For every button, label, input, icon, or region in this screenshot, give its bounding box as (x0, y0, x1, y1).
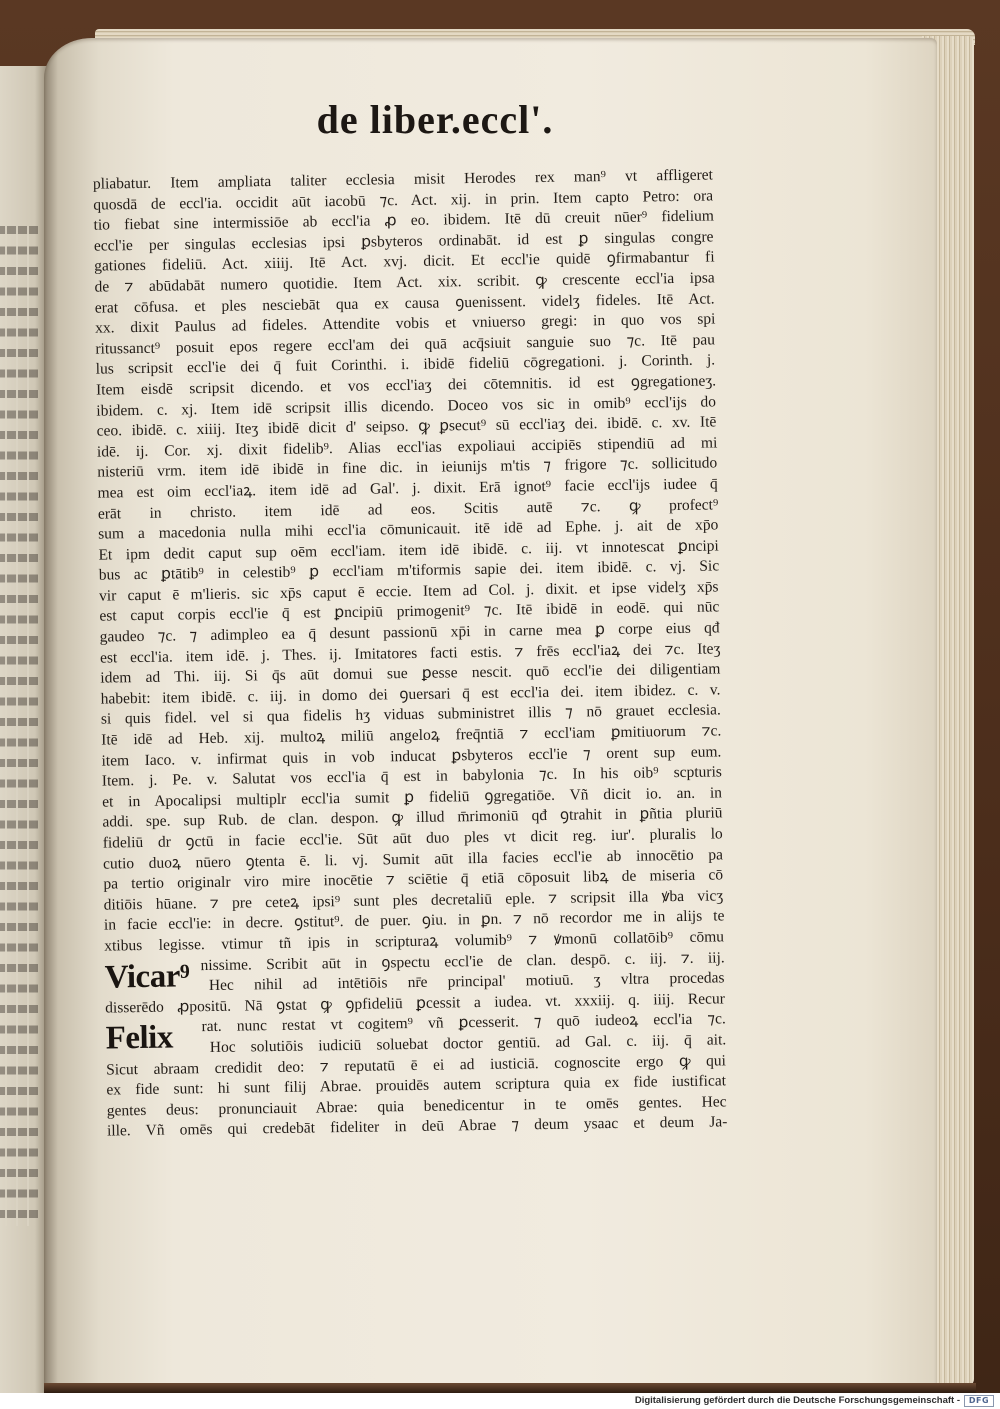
text-line: est caput corpis eccl'ie q̄ est ꝑncipiū primogenit⁹ ⁊c. Itē ibidē in eodē. qui nūc (99, 598, 720, 626)
speaker-label-vicarius: Vicar⁹ (104, 957, 190, 996)
text-section-3 (106, 1051, 727, 1143)
facing-page-edge (0, 66, 50, 1393)
text-line: de ⁊ abūdabāt numero quotidie. Item Act. xix. scribit. ꝙ crescente eccl'ia ipsa (94, 269, 715, 296)
text-line: Hec nihil ad intētiōis nr̄e principal' motiuū. ʒ vltra procedas (208, 969, 725, 995)
text-line: et in Apocalipsi multiplr eccl'ia sumit ꝑ fideliū ꝯgregatiōe. Vñ dicit io. an. in (102, 784, 723, 811)
speaker-lines-vicarius (200, 948, 725, 997)
text-line: ex fide sunt: hi sunt filij Abrae. prouidēs autem scriptura quia ex fide iustificat (106, 1072, 727, 1099)
facing-page-text-fragments (0, 226, 38, 1226)
text-line: ritussanct⁹ posuit epos regere eccl'am dei quā acq̄siuit sanguie suo ⁊c. Itē pau (95, 331, 716, 358)
main-text-block (93, 165, 727, 1142)
text-line: in facie eccl'ie: in decre. ꝯstitut⁹. de puer. ꝯiu. in ꝑn. ⁊ nō recordor me in alijs te (103, 907, 725, 934)
text-line: Hoc solutiōis iudiciū soluebat doctor gentiū. ad Gal. c. iij. q̄ ait. (209, 1031, 727, 1056)
funding-credit: Digitalisierung gefördert durch die Deutsche Forschungsgemeinschaft - (634, 1395, 960, 1406)
text-line: erāt in christo. item idē ad eos. Scitis autē ⁊c. ꝙ profect⁹ (97, 495, 719, 523)
text-line: nisteriū vrm. item idē ibidē in fine dic. in ieiunijs m'tis ⁊ frigore ⁊c. sollicitudo (97, 454, 718, 481)
text-line: habebit: item ibidē. c. iij. in domo dei ꝯuersari q̄ est eccl'ia dei. item ibidez. c. v. (100, 681, 721, 708)
text-line: gationes fideliū. Act. xiiij. Itē Act. xvj. dicit. Et eccl'ie quidē ꝯfirmabantur fi (94, 248, 715, 276)
text-line: Et ipm dedit caput sup oēm eccl'iam. item idē ibidē. c. iij. vt innotescat ꝑncipi (98, 537, 719, 564)
text-line: disserēdo ꝓpositū. Nā ꝯstat ꝙ ꝯpfideliū ꝑcessit a iudea. vt. xxxiij. q. iiij. Recur (105, 990, 725, 1017)
text-line: idē. ij. Cor. xj. dixit fidelib⁹. Alias eccl'ias expoliaui accipiēs stipendiū ad mi (96, 434, 718, 461)
text-line: ille. Vñ omēs qui credebāt fideliter in deū Abrae ⁊ deum ysaac et deum Ja- (106, 1113, 728, 1140)
text-line: item Iaco. v. infirmat quis in vob inducat ꝑsbyteros eccl'ie ⁊ orent sup eum. (101, 743, 722, 770)
text-line: lus scripsit eccl'ie dei q̄ fuit Corinthi. i. ibidē fideliū cōgregationi. j. Corinth. j. (95, 351, 716, 378)
text-line: gaudeo ⁊c. ⁊ adimpleo ea q̄ desunt passionū xp̄i in carne mea ꝑ corpe eius qđ (99, 619, 720, 646)
text-line: Item eisdē scripsit dicendo. et vos eccl'iaʒ dei cōtemnitis. id est ꝯgregationeʒ. (95, 372, 717, 399)
text-line: idem ad Thi. iij. Si q̄s aūt domui sue ꝑesse nescit. quō eccl'ie dei diligentiam (100, 660, 721, 687)
speaker-lines-felix (201, 1010, 726, 1059)
text-line: Sicut abraam credidit deo: ⁊ reputatū ē ei ad iusticiā. cognoscite ergo ꝙ qui (106, 1051, 727, 1079)
text-line: bus ac ꝑtātib⁹ in celestib⁹ ꝑ eccl'iam m'tiformis sapie dei. item ibidē. c. vj. Sic (98, 557, 720, 584)
text-line: rat. nunc restat vt cogitem⁹ vñ ꝑcesserit. ⁊ quō iudeoꝝ eccl'ia ⁊c. (201, 1010, 726, 1036)
text-line: xx. dixit Paulus ad fideles. Attendite vobis et vniuerso gregi: in quo vos spi (95, 310, 716, 337)
text-line: nissime. Scribit aūt in ꝯspectu eccl'ie de clan. despō. c. iij. ⁊. iij. (200, 948, 725, 974)
text-line: est eccl'ia. item idē. j. Thes. ij. Imitatores facti estis. ⁊ frēs eccl'iaꝝ dei ⁊c. Iteʒ (99, 640, 721, 667)
digitization-footer (0, 1393, 1000, 1409)
text-line: Itē idē ad Heb. xij. multoꝝ miliū angeloꝝ freq̄ntiā ⁊ eccl'iam ꝑmitiuorum ⁊c. (101, 722, 722, 749)
text-line: ceo. ibidē. c. xiiij. Iteʒ ibidē dicit d' seipso. ꝙ ꝑsecut⁹ sū eccl'iaʒ dei. ibidē. c. xv. Itē (96, 413, 717, 440)
text-line: gentes deus: pronunciauit Abrae: quia benedicentur in te omēs gentes. Hec (106, 1093, 727, 1120)
text-line: Item. j. Pe. v. Salutat vos eccl'ia q̄ est in babylonia ⁊c. In his oib⁹ scpturis (101, 763, 722, 790)
speaker-label-felix: Felix (105, 1019, 174, 1057)
running-title: de liber.eccl'. (316, 97, 554, 142)
text-line: si quis fidel. vel si qua fidelis hʒ viduas subministret illis ⁊ nō grauet ecclesia. (100, 701, 722, 729)
text-line: vir caput ē m'lieris. sic xp̄s caput ē eccie. Item ad Col. j. dixit. et ipse videlʒ xp̄s (98, 578, 719, 605)
text-line: eccl'ie per singulas ecclesias ipsi ꝑsbyteros ordinabāt. id est ꝑ singulas congre (93, 228, 714, 255)
text-line: ibidem. c. xj. Item idē scripsit illis dicendo. Doceo vos sic in omib⁹ eccl'ijs do (96, 392, 717, 420)
text-line: tio fiebat sine intermissiōe ab eccl'ia ꝓ eo. ibidem. Itē dū creuit nūer⁹ fidelium (93, 207, 715, 234)
text-line: mea est oim eccl'iaꝝ. item idē ad Gal'. j. dixit. Erā ignot⁹ facie eccl'ijs iudee q̄ (97, 475, 718, 502)
text-line: erat cōfusa. et ples nesciebāt qua ex causa ꝯuenissent. videlʒ fideles. Itē Act. (94, 290, 715, 317)
text-line: ditiōis hūane. ⁊ pre ceteꝝ ipsi⁹ sunt ples decretaliū eple. ⁊ scripsit illa ꝟba vicʒ (103, 887, 724, 914)
text-line: pa tertio originalr viro mire inocētie ⁊ sciētie q̄ etiā cōposuit libꝝ de miseria cō (103, 866, 724, 893)
text-section-1 (93, 165, 725, 957)
text-line: pliabatur. Item ampliata taliter ecclesia misit Herodes rex man⁹ vt affligeret (92, 166, 713, 193)
text-line: quosdā de eccl'ia. occidit aūt iacobū ⁊c. Act. xij. in prin. Item capto Petro: ora (93, 187, 714, 214)
dfg-logo: DFG (964, 1395, 994, 1407)
text-line: addi. spe. sup Rub. de clan. despon. ꝙ illud m̄rimoniū qđ ꝯtrahit in ꝑñtia pluriū (102, 804, 723, 831)
text-line: fideliū dr ꝯctū in facie eccl'ie. Sūt aūt duo ples vt dicit reg. iur'. pluralis lo (102, 825, 723, 852)
text-line: xtibus legisse. vtimur tñ ipis in scripturaꝝ volumib⁹ ⁊ ꝟmonū collatōib⁹ cōmu (104, 928, 725, 955)
text-line: sum a macedonia nulla mihi eccl'ia cōmunicauit. itē idē ad Ephe. j. ait de xp̄o (98, 516, 719, 543)
text-line: cutio duoꝝ nūero ꝯtenta ē. li. vj. Sumit aūt illa facies eccl'ie ab innocētio pa (102, 845, 724, 873)
lower-board-edge (44, 1383, 976, 1393)
